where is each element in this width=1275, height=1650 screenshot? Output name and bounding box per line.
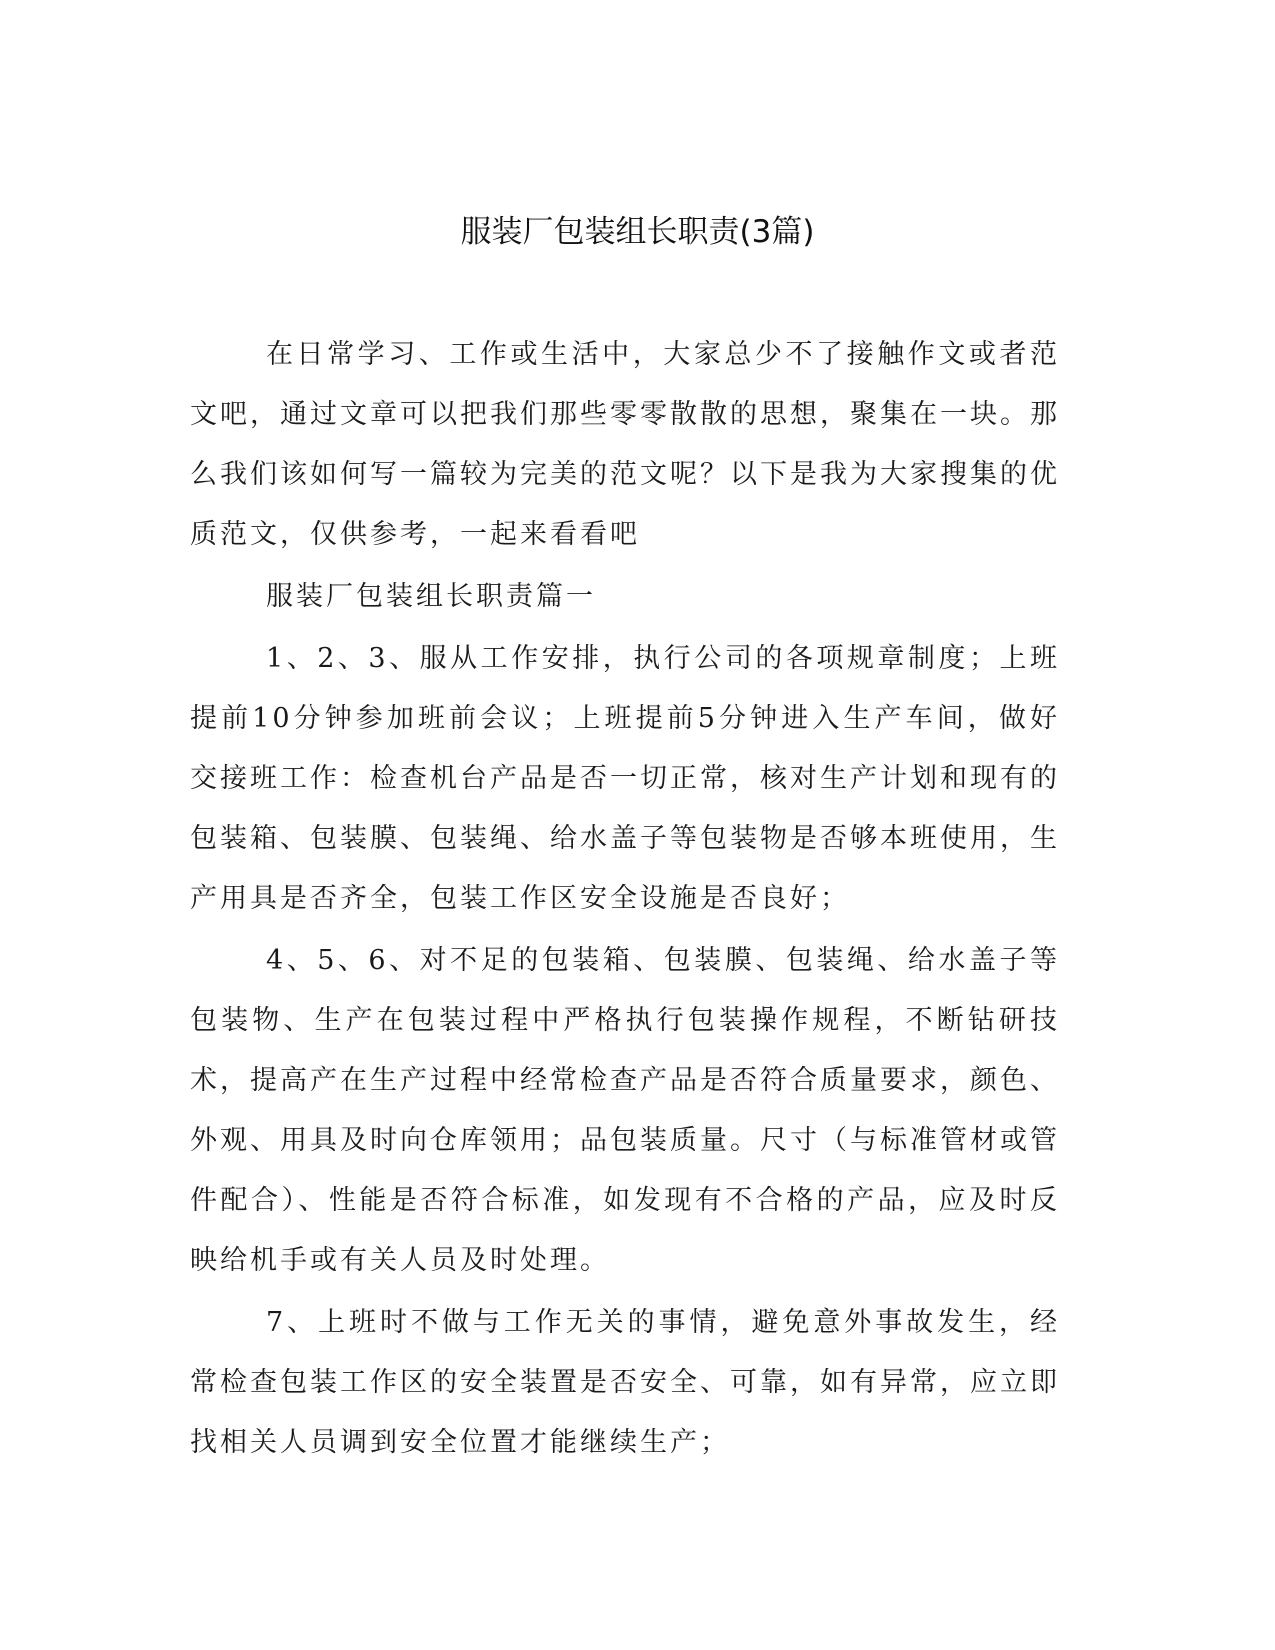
intro-paragraph: 在日常学习、工作或生活中，大家总少不了接触作文或者范文吧，通过文章可以把我们那些零零散散的思想，聚集在一块。那么我们该如何写一篇较为完美的范文呢？以下是我为大家搜集的优质范文，仅供参考，一起来看看吧 — [190, 339, 1060, 550]
duty-paragraph-2: 4、5、6、对不足的包装箱、包装膜、包装绳、给水盖子等包装物、生产在包装过程中严格执行包装操作规程，不断钻研技术，提高产在生产过程中经常检查产品是否符合质量要求，颜色、外观、用具及时向仓库领用；品包装质量。尺寸（与标准管材或管件配合）、性能是否符合标准，如发现有不合格的产品，应及时反映给机手或有关人员及时处理。 — [190, 945, 1060, 1276]
document-title: 服装厂包装组长职责(3篇) — [460, 214, 815, 250]
document-body — [190, 325, 1060, 1475]
section-heading: 服装厂包装组长职责篇一 — [266, 581, 596, 612]
duty-paragraph-1: 1、2、3、服从工作安排，执行公司的各项规章制度；上班提前10分钟参加班前会议；上班提前5分钟进入生产车间，做好交接班工作：检查机台产品是否一切正常，核对生产计划和现有的包装箱、包装膜、包装绳、给水盖子等包装物是否够本班使用，生产用具是否齐全，包装工作区安全设施是否良好； — [190, 643, 1060, 914]
duty-paragraph-3: 7、上班时不做与工作无关的事情，避免意外事故发生，经常检查包装工作区的安全装置是否安全、可靠，如有异常，应立即找相关人员调到安全位置才能继续生产； — [190, 1307, 1060, 1458]
